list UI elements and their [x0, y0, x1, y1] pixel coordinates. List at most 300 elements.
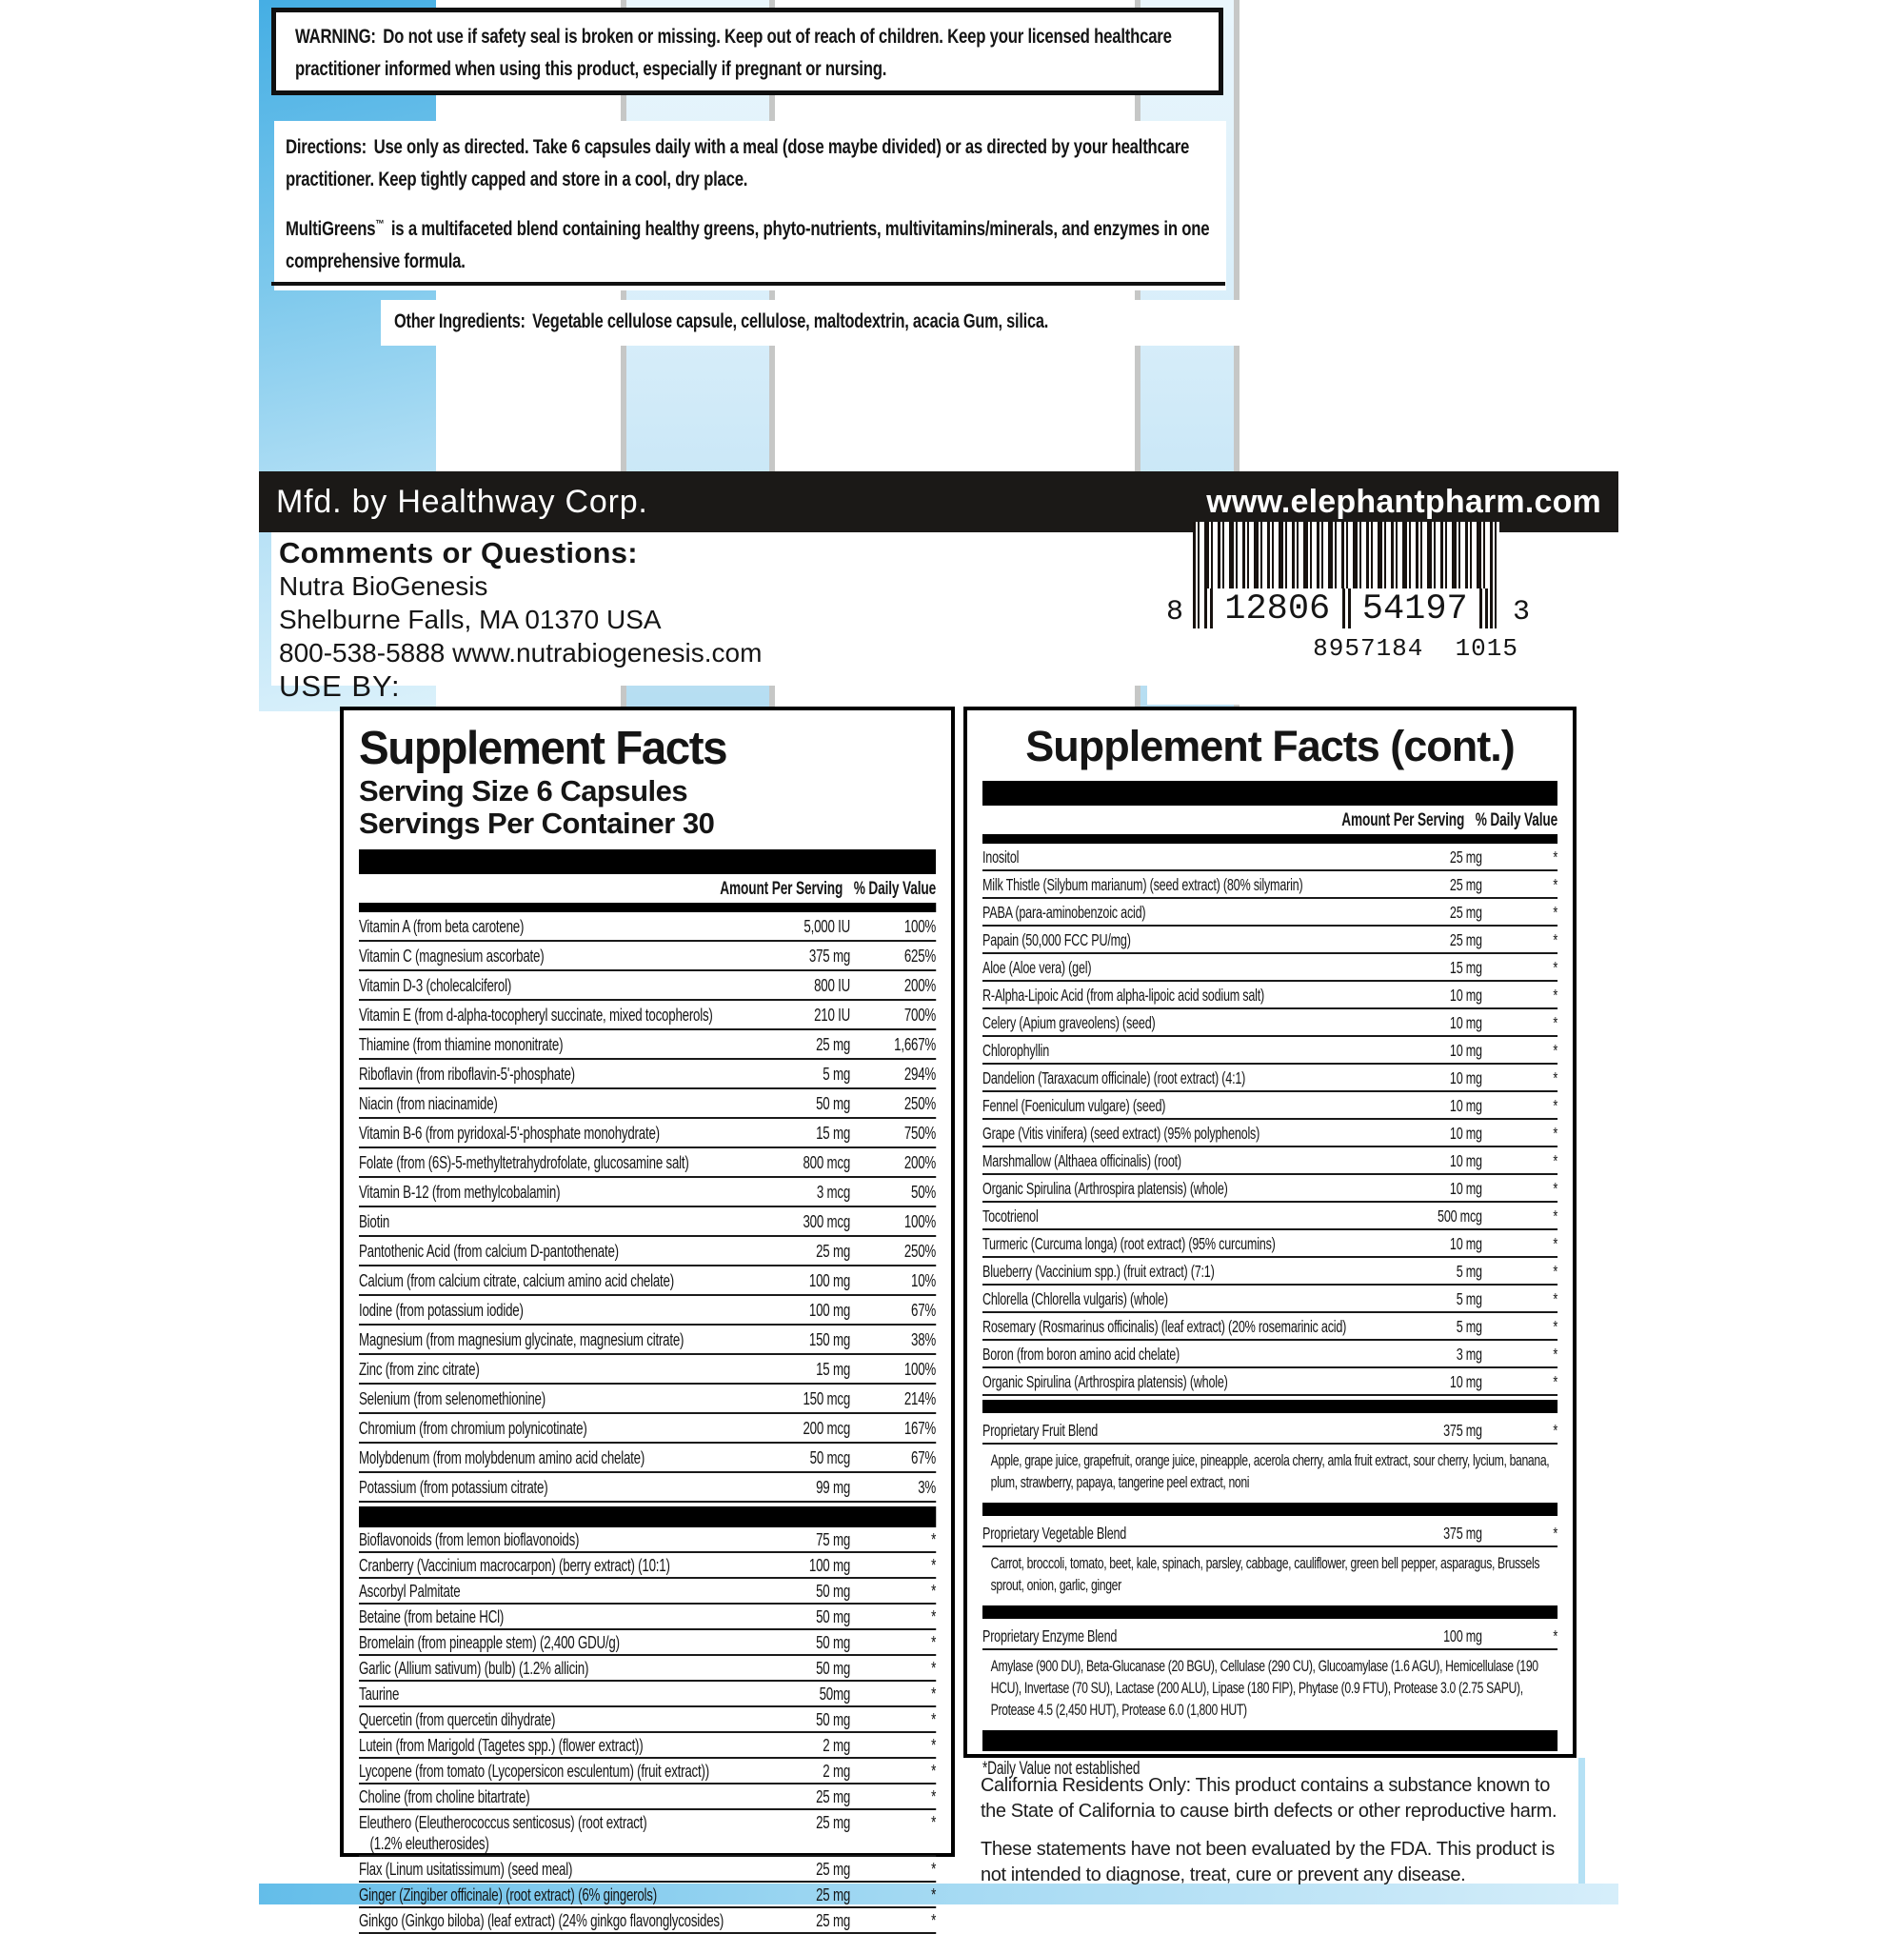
ingredient-name: Vitamin E (from d-alpha-tocopheryl succinate, mixed tocopherols) — [359, 1006, 713, 1025]
daily-value: 100% — [903, 1211, 937, 1231]
table-row — [982, 1313, 1557, 1341]
daily-value: * — [931, 1606, 937, 1626]
amount-per-serving-value: 10 mg — [1449, 1372, 1482, 1391]
barcode-digits-right: 54197 — [1361, 589, 1468, 629]
ingredient-name: Lutein (from Marigold (Tagetes spp.) (flower extract)) — [359, 1736, 644, 1755]
ingredient-name: Eleuthero (Eleutherococcus senticosus) (root extract) — [359, 1813, 647, 1832]
amount-per-serving-value: 99 mg — [816, 1477, 851, 1497]
barcode-guard-right — [1479, 588, 1488, 628]
table-row — [982, 1417, 1557, 1445]
amount-per-serving-value: 25 mg — [1449, 903, 1482, 922]
amount-per-serving-value: 100 mg — [808, 1555, 851, 1575]
ingredient-table — [359, 1527, 936, 1934]
ingredient-name: Biotin — [359, 1212, 390, 1231]
ingredient-name: Zinc (from zinc citrate) — [359, 1360, 480, 1379]
blend-section — [982, 1503, 1557, 1602]
section-divider — [982, 834, 1557, 844]
amount-per-serving-value: 10 mg — [1449, 986, 1482, 1005]
daily-value: 50% — [911, 1182, 937, 1202]
daily-value: 100% — [903, 916, 937, 936]
amount-per-serving-value: 3 mg — [1456, 1345, 1482, 1364]
amount-per-serving-value: 50 mg — [816, 1709, 851, 1729]
blend-section — [982, 1400, 1557, 1499]
ingredient-name: Pantothenic Acid (from calcium D-pantothenate) — [359, 1242, 619, 1261]
table-row — [359, 1178, 936, 1207]
ingredient-name: Chromium (from chromium polynicotinate) — [359, 1419, 587, 1438]
section-divider — [359, 903, 936, 912]
daily-value: * — [931, 1709, 937, 1729]
daily-value: * — [1553, 1372, 1558, 1391]
blend-name: Proprietary Vegetable Blend — [982, 1524, 1127, 1543]
servings-per-container: Servings Per Container 30 — [359, 807, 715, 840]
ingredient-name: Niacin (from niacinamide) — [359, 1094, 498, 1113]
amount-per-serving-value: 5 mg — [1456, 1289, 1482, 1308]
daily-value: 200% — [903, 975, 937, 995]
table-row — [982, 1203, 1557, 1230]
daily-value: 214% — [903, 1388, 937, 1408]
section-divider — [982, 781, 1557, 806]
table-row — [982, 1037, 1557, 1065]
table-row — [359, 942, 936, 971]
table-row — [359, 1266, 936, 1296]
amount-per-serving-value: 10 mg — [1449, 1068, 1482, 1087]
ingredient-name: Ginkgo (Ginkgo biloba) (leaf extract) (24% ginkgo flavonglycosides) — [359, 1911, 724, 1930]
blend-name: Proprietary Enzyme Blend — [982, 1626, 1118, 1645]
daily-value: 67% — [911, 1447, 937, 1467]
barcode — [1166, 522, 1530, 674]
footer-disclaimers — [981, 1773, 1563, 1901]
table-row — [982, 1368, 1557, 1396]
ingredient-name: Grape (Vitis vinifera) (seed extract) (95% polyphenols) — [982, 1124, 1260, 1143]
table-row — [359, 1630, 936, 1656]
ingredient-name: Chlorella (Chlorella vulgaris) (whole) — [982, 1289, 1168, 1308]
table-row — [982, 1230, 1557, 1258]
daily-value: * — [1553, 930, 1558, 949]
ingredient-name: Cranberry (Vaccinium macrocarpon) (berry extract) (10:1) — [359, 1556, 670, 1575]
amount-per-serving-value: 10 mg — [1449, 1041, 1482, 1060]
ingredient-name: R-Alpha-Lipoic Acid (from alpha-lipoic acid sodium salt) — [982, 986, 1265, 1005]
ingredient-name: Selenium (from selenomethionine) — [359, 1389, 545, 1408]
amount-per-serving-value: 2 mg — [823, 1735, 851, 1755]
amount-per-serving-value: 210 IU — [814, 1005, 851, 1025]
contact-company: Nutra BioGenesis — [279, 571, 488, 601]
serving-size: Serving Size 6 Capsules — [359, 774, 688, 807]
amount-per-serving-value: 10 mg — [1449, 1124, 1482, 1143]
blend-name: Proprietary Fruit Blend — [982, 1421, 1099, 1440]
table-row — [982, 1341, 1557, 1368]
ingredient-name-continued: (1.2% eleutherosides) — [369, 1833, 489, 1853]
daily-value: * — [1553, 1041, 1558, 1060]
ingredient-name: Marshmallow (Althaea officinalis) (root) — [982, 1151, 1181, 1170]
amount-per-serving-value: 2 mg — [823, 1761, 851, 1781]
ingredient-name: Boron (from boron amino acid chelate) — [982, 1345, 1180, 1364]
amount-per-serving-value: 300 mcg — [803, 1211, 851, 1231]
table-row — [359, 1414, 936, 1444]
daily-value: 250% — [903, 1093, 937, 1113]
brand-website: www.elephantpharm.com — [1206, 483, 1601, 520]
table-row — [982, 1286, 1557, 1313]
amount-per-serving-value: 25 mg — [816, 1859, 851, 1879]
daily-value: * — [1553, 1124, 1558, 1143]
horizontal-rule — [271, 282, 1225, 286]
daily-value: 200% — [903, 1152, 937, 1172]
amount-per-serving-value: 5 mg — [1456, 1317, 1482, 1336]
barcode-lead-digit: 8 — [1166, 596, 1184, 628]
ingredient-name: Milk Thistle (Silybum marianum) (seed extract) (80% silymarin) — [982, 875, 1303, 894]
daily-value: 700% — [903, 1005, 937, 1025]
daily-value: 250% — [903, 1241, 937, 1261]
ingredient-name: Garlic (Allium sativum) (bulb) (1.2% allicin) — [359, 1659, 589, 1678]
amount-per-serving-value: 15 mg — [816, 1359, 851, 1379]
other-ingredients-paragraph — [394, 309, 1249, 334]
amount-per-serving-value: 25 mg — [816, 1786, 851, 1806]
table-row — [359, 1579, 936, 1605]
ingredient-name: Inositol — [982, 847, 1020, 867]
ingredient-name: PABA (para-aminobenzoic acid) — [982, 903, 1146, 922]
daily-value: 625% — [903, 946, 937, 966]
ingredient-name: Papain (50,000 FCC PU/mg) — [982, 930, 1131, 949]
daily-value: 10% — [911, 1270, 937, 1290]
ingredient-name: Organic Spirulina (Arthrospira platensis) (whole) — [982, 1372, 1228, 1391]
table-row — [982, 844, 1557, 871]
ingredient-name: Taurine — [359, 1685, 400, 1704]
ingredient-name: Blueberry (Vaccinium spp.) (fruit extract) (7:1) — [982, 1262, 1215, 1281]
trademark-symbol: ™ — [375, 217, 385, 230]
amount-per-serving-value: 15 mg — [816, 1123, 851, 1143]
table-row — [982, 1175, 1557, 1203]
table-row — [982, 927, 1557, 954]
amount-per-serving-value: 500 mcg — [1438, 1206, 1482, 1226]
amount-per-serving-value: 50 mg — [816, 1093, 851, 1113]
daily-value: * — [931, 1812, 937, 1832]
daily-value-column-header: % Daily Value — [1475, 810, 1558, 830]
barcode-guard-left — [1204, 588, 1213, 628]
ingredient-name: Rosemary (Rosmarinus officinalis) (leaf extract) (20% rosemarinic acid) — [982, 1317, 1347, 1336]
ingredient-name: Celery (Apium graveolens) (seed) — [982, 1013, 1156, 1032]
contact-block — [271, 532, 1223, 703]
amount-per-serving-value: 375 mg — [1443, 1524, 1482, 1543]
ingredient-name: Flax (Linum usitatissimum) (seed meal) — [359, 1860, 573, 1879]
warning-label: WARNING: — [295, 25, 376, 48]
blue-accent-sliver — [1578, 1758, 1585, 1886]
daily-value: * — [1553, 1206, 1558, 1226]
table-row — [982, 954, 1557, 982]
daily-value: * — [931, 1786, 937, 1806]
amount-per-serving-value: 100 mg — [808, 1270, 851, 1290]
ingredient-name: Vitamin B-12 (from methylcobalamin) — [359, 1183, 561, 1202]
table-row — [359, 1207, 936, 1237]
table-row — [982, 982, 1557, 1009]
ingredient-name: Folate (from (6S)-5-methyltetrahydrofolate, glucosamine salt) — [359, 1153, 689, 1172]
table-row — [359, 1784, 936, 1810]
daily-value: * — [1553, 903, 1558, 922]
barcode-guard-center — [1342, 588, 1351, 628]
amount-per-serving-value: 10 mg — [1449, 1151, 1482, 1170]
daily-value: * — [931, 1581, 937, 1601]
directions-label: Directions: — [286, 135, 367, 158]
amount-per-serving-value: 50mg — [819, 1684, 851, 1704]
contact-phone-web: 800-538-5888 www.nutrabiogenesis.com — [279, 638, 763, 668]
daily-value-column-header: % Daily Value — [853, 879, 937, 899]
amount-per-serving-value: 25 mg — [816, 1812, 851, 1832]
daily-value: * — [1553, 1068, 1558, 1087]
amount-per-serving-value: 50 mg — [816, 1632, 851, 1652]
amount-per-serving-value: 375 mg — [1443, 1421, 1482, 1440]
daily-value: * — [931, 1859, 937, 1879]
blend-sections — [982, 1400, 1557, 1726]
warning-box — [271, 8, 1223, 95]
daily-value: * — [1553, 1262, 1558, 1281]
warning-text: Do not use if safety seal is broken or missing. Keep out of reach of children. Keep your licensed healthcare practitioner informed when using this product, especially if pregnant or nursing. — [295, 25, 1172, 80]
daily-value: 167% — [903, 1418, 937, 1438]
daily-value: * — [931, 1658, 937, 1678]
section-divider — [982, 1503, 1557, 1516]
blend-ingredients: Amylase (900 DU), Beta-Glucanase (20 BGU), Cellulase (290 CU), Glucoamylase (1.6 AGU), Hemicellulase (190 HCU), Invertase (70 SU), Lactase (200 ALU), Lipase (180 FIP), Phytase (0.9 FTU), Protease 3.0 (2.75 SAPU), Protease 4.5 (2,450 HUT), Protease 6.0 (1,800 HUT) — [990, 1657, 1538, 1719]
table-row — [982, 1258, 1557, 1286]
table-row — [359, 1857, 936, 1883]
amount-per-serving-value: 3 mcg — [816, 1182, 851, 1202]
ingredient-name: Fennel (Foeniculum vulgare) (seed) — [982, 1096, 1166, 1115]
daily-value: * — [931, 1684, 937, 1704]
daily-value: * — [1553, 1345, 1558, 1364]
daily-value: * — [931, 1910, 937, 1930]
warning-paragraph — [295, 20, 1200, 85]
table-row — [982, 1623, 1557, 1650]
amount-per-serving-value: 150 mcg — [803, 1388, 851, 1408]
contact-address: Shelburne Falls, MA 01370 USA — [279, 605, 662, 634]
ingredient-name: Turmeric (Curcuma longa) (root extract) (95% curcumins) — [982, 1234, 1276, 1253]
amount-per-serving-value: 25 mg — [1449, 847, 1482, 867]
daily-value: 38% — [911, 1329, 937, 1349]
table-row — [359, 1148, 936, 1178]
ingredient-name: Aloe (Aloe vera) (gel) — [982, 958, 1092, 977]
ingredient-name: Quercetin (from quercetin dihydrate) — [359, 1710, 556, 1729]
table-row — [982, 899, 1557, 927]
table-row — [359, 1385, 936, 1414]
ingredient-name: Vitamin C (magnesium ascorbate) — [359, 947, 545, 966]
table-row — [982, 871, 1557, 899]
barcode-digit-window — [1204, 588, 1488, 628]
product-blurb — [286, 208, 1215, 277]
amount-per-serving-value: 5,000 IU — [803, 916, 851, 936]
table-row — [982, 1009, 1557, 1037]
california-warning: California Residents Only: This product contains a substance known to the State of California to cause birth defects or other reproductive harm. — [981, 1775, 1557, 1822]
table-row — [359, 1473, 936, 1503]
daily-value: 100% — [903, 1359, 937, 1379]
column-headers — [359, 874, 936, 903]
amount-per-serving-value: 200 mcg — [803, 1418, 851, 1438]
ingredient-name: Ginger (Zingiber officinale) (root extract) (6% gingerols) — [359, 1885, 657, 1904]
section-divider — [982, 1400, 1557, 1413]
amount-per-serving-value: 150 mg — [808, 1329, 851, 1349]
supplement-facts-title: Supplement Facts — [359, 723, 727, 774]
ingredient-name: Tocotrienol — [982, 1206, 1039, 1226]
amount-per-serving-value: 50 mcg — [809, 1447, 851, 1467]
blend-section — [982, 1605, 1557, 1726]
table-row — [982, 1120, 1557, 1147]
table-row — [359, 1326, 936, 1355]
ingredient-name: Ascorbyl Palmitate — [359, 1582, 461, 1601]
table-row — [359, 1355, 936, 1385]
ingredient-table — [982, 844, 1557, 1396]
daily-value: * — [1553, 875, 1558, 894]
ingredient-name: Riboflavin (from riboflavin-5'-phosphate) — [359, 1065, 575, 1084]
blend-ingredients: Apple, grape juice, grapefruit, orange juice, pineapple, acerola cherry, amla fruit extract, sour cherry, lycium, banana, plum, strawberry, papaya, tangerine peel extract, noni — [990, 1451, 1550, 1491]
ingredient-name: Vitamin A (from beta carotene) — [359, 917, 525, 936]
section-divider — [982, 1605, 1557, 1619]
table-row — [359, 971, 936, 1001]
amount-per-serving-value: 10 mg — [1449, 1179, 1482, 1198]
blurb-text: is a multifaceted blend containing healthy greens, phyto-nutrients, multivitamins/minerals, and enzymes in one comprehensive formula. — [286, 217, 1210, 273]
daily-value: * — [931, 1529, 937, 1549]
directions-paragraph — [286, 130, 1215, 195]
amount-per-serving-value: 800 IU — [814, 975, 851, 995]
daily-value: * — [1553, 1151, 1558, 1170]
section-divider — [359, 1506, 936, 1527]
table-row — [982, 1147, 1557, 1175]
ingredient-name: Magnesium (from magnesium glycinate, magnesium citrate) — [359, 1330, 684, 1349]
amount-per-serving-value: 50 mg — [816, 1658, 851, 1678]
barcode-sub-number: 8957184 1015 — [1313, 634, 1518, 663]
ingredient-name: Organic Spirulina (Arthrospira platensis) (whole) — [982, 1179, 1228, 1198]
table-row — [359, 1682, 936, 1707]
amount-per-serving-value: 25 mg — [816, 1884, 851, 1904]
amount-column-header: Amount Per Serving — [1341, 810, 1465, 830]
ingredient-name: Potassium (from potassium citrate) — [359, 1478, 548, 1497]
daily-value: * — [931, 1761, 937, 1781]
column-headers — [982, 806, 1557, 834]
amount-per-serving-value: 10 mg — [1449, 1013, 1482, 1032]
daily-value: * — [931, 1555, 937, 1575]
table-row — [359, 1527, 936, 1553]
daily-value: * — [931, 1884, 937, 1904]
daily-value-footnote: *Daily Value not established — [982, 1759, 1140, 1779]
amount-per-serving-value: 25 mg — [816, 1034, 851, 1054]
amount-per-serving-value: 10 mg — [1449, 1234, 1482, 1253]
daily-value: * — [1553, 1179, 1558, 1198]
amount-per-serving-value: 25 mg — [1449, 875, 1482, 894]
nutrient-table — [359, 912, 936, 1503]
blend-ingredients: Carrot, broccoli, tomato, beet, kale, spinach, parsley, cabbage, cauliflower, green bell pepper, asparagus, Brussels sprout, onion, garlic, ginger — [990, 1554, 1540, 1594]
ingredient-name: Vitamin B-6 (from pyridoxal-5'-phosphate monohydrate) — [359, 1124, 660, 1143]
ingredient-name: Bioflavonoids (from lemon bioflavonoids) — [359, 1530, 580, 1549]
daily-value: * — [1553, 1013, 1558, 1032]
ingredient-name: Molybdenum (from molybdenum amino acid chelate) — [359, 1448, 645, 1467]
ingredient-name: Vitamin D-3 (cholecalciferol) — [359, 976, 512, 995]
table-row — [982, 1520, 1557, 1547]
amount-per-serving-value: 25 mg — [816, 1910, 851, 1930]
ingredient-name: Calcium (from calcium citrate, calcium amino acid chelate) — [359, 1271, 674, 1290]
daily-value: * — [1553, 1234, 1558, 1253]
daily-value: * — [1553, 1289, 1558, 1308]
amount-per-serving-value: 50 mg — [816, 1581, 851, 1601]
table-row — [359, 1119, 936, 1148]
table-row — [359, 1733, 936, 1759]
amount-per-serving-value: 25 mg — [1449, 930, 1482, 949]
amount-per-serving-value: 5 mg — [1456, 1262, 1482, 1281]
table-row — [359, 1810, 936, 1857]
ingredient-name: Thiamine (from thiamine mononitrate) — [359, 1035, 564, 1054]
table-row — [359, 1060, 936, 1089]
amount-per-serving-value: 15 mg — [1449, 958, 1482, 977]
daily-value: * — [1553, 1524, 1558, 1543]
table-row — [359, 1759, 936, 1784]
daily-value: * — [1553, 847, 1558, 867]
use-by-label: USE BY: — [279, 669, 401, 703]
barcode-check-digit: 3 — [1512, 596, 1530, 628]
amount-per-serving-value: 100 mg — [1443, 1626, 1482, 1645]
other-ingredients-text: Vegetable cellulose capsule, cellulose, maltodextrin, acacia Gum, silica. — [532, 310, 1049, 332]
amount-per-serving-value: 100 mg — [808, 1300, 851, 1320]
ingredient-name: Lycopene (from tomato (Lycopersicon esculentum) (fruit extract)) — [359, 1762, 709, 1781]
barcode-digits-left: 12806 — [1224, 589, 1331, 629]
daily-value: * — [1553, 1096, 1558, 1115]
ingredient-name: Chlorophyllin — [982, 1041, 1050, 1060]
ingredient-name: Iodine (from potassium iodide) — [359, 1301, 524, 1320]
contact-heading: Comments or Questions: — [279, 536, 638, 569]
table-row — [359, 1553, 936, 1579]
amount-column-header: Amount Per Serving — [720, 879, 843, 899]
daily-value: * — [1553, 1317, 1558, 1336]
ingredient-name: Choline (from choline bitartrate) — [359, 1787, 530, 1806]
supplement-facts-cont-panel — [963, 707, 1577, 1779]
ingredient-name: Dandelion (Taraxacum officinale) (root extract) (4:1) — [982, 1068, 1246, 1087]
amount-per-serving-value: 375 mg — [808, 946, 851, 966]
daily-value: * — [1553, 1626, 1558, 1645]
other-ingredients-strip — [381, 300, 1249, 346]
amount-per-serving-value: 800 mcg — [803, 1152, 851, 1172]
table-row — [359, 1296, 936, 1326]
ingredient-name: Bromelain (from pineapple stem) (2,400 GDU/g) — [359, 1633, 620, 1652]
table-row — [359, 1237, 936, 1266]
manufacturer-text: Mfd. by Healthway Corp. — [276, 483, 648, 520]
table-row — [982, 1065, 1557, 1092]
table-row — [359, 1089, 936, 1119]
amount-per-serving-value: 5 mg — [823, 1064, 851, 1084]
table-row — [982, 1092, 1557, 1120]
table-row — [359, 1444, 936, 1473]
amount-per-serving-value: 25 mg — [816, 1241, 851, 1261]
brand-name: MultiGreens — [286, 217, 376, 241]
ingredient-name: Betaine (from betaine HCl) — [359, 1607, 505, 1626]
table-row — [359, 1656, 936, 1682]
table-row — [359, 1908, 936, 1934]
directions-block — [274, 121, 1226, 290]
amount-per-serving-value: 10 mg — [1449, 1096, 1482, 1115]
daily-value: 1,667% — [894, 1034, 937, 1054]
daily-value: 750% — [903, 1123, 937, 1143]
daily-value: * — [1553, 1421, 1558, 1440]
table-row — [359, 1707, 936, 1733]
table-row — [359, 1605, 936, 1630]
daily-value: * — [1553, 958, 1558, 977]
supplement-facts-panel — [340, 707, 955, 1930]
directions-text: Use only as directed. Take 6 capsules daily with a meal (dose maybe divided) or as directed by your healthcare practitioner. Keep tightly capped and store in a cool, dry place. — [286, 135, 1190, 190]
fda-disclaimer: These statements have not been evaluated by the FDA. This product is not intended to diagnose, treat, cure or prevent any disease. — [981, 1839, 1555, 1885]
daily-value: 294% — [903, 1064, 937, 1084]
daily-value: 67% — [911, 1300, 937, 1320]
table-row — [359, 1030, 936, 1060]
section-divider — [982, 1730, 1557, 1751]
table-row — [359, 1001, 936, 1030]
other-ingredients-label: Other Ingredients: — [394, 310, 526, 332]
section-divider — [359, 849, 936, 874]
daily-value: 3% — [918, 1477, 937, 1497]
daily-value: * — [1553, 986, 1558, 1005]
daily-value: * — [931, 1735, 937, 1755]
amount-per-serving-value: 50 mg — [816, 1606, 851, 1626]
supplement-facts-cont-title: Supplement Facts (cont.) — [1025, 722, 1515, 770]
